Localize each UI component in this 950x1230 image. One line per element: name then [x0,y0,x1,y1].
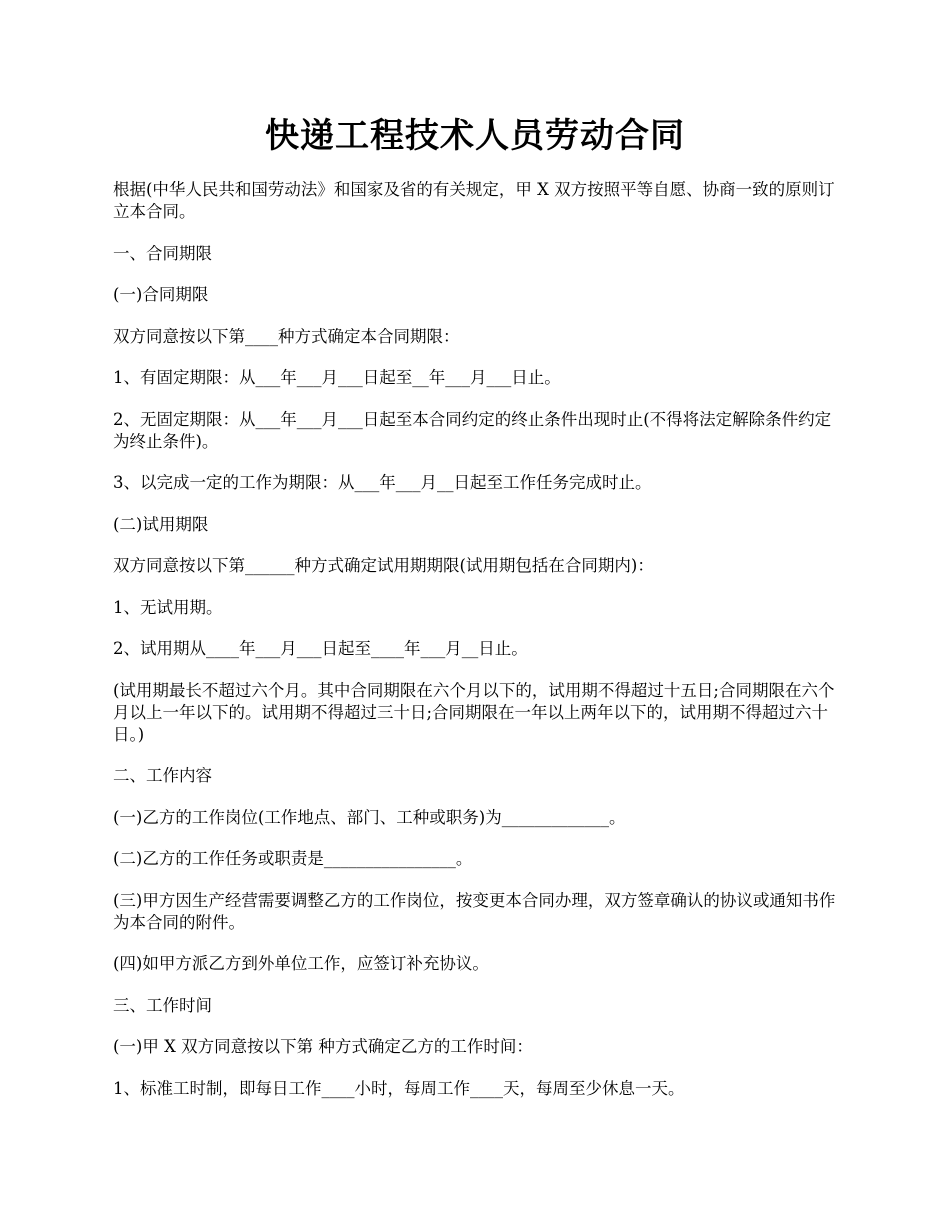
paragraph-fixed-term: 1、有固定期限：从___年___月___日起至__年___月___日止。 [113,368,561,387]
paragraph-job-duties: (二)乙方的工作任务或职责是________________。 [113,849,473,868]
subsection-heading-probation: (二)试用期限 [113,514,209,534]
paragraph-external-assignment: (四)如甲方派乙方到外单位工作，应签订补充协议。 [113,954,489,973]
paragraph-job-adjustment: (三)甲方因生产经营需要调整乙方的工作岗位，按变更本合同办理，双方签章确认的协议或通知书作为本合同的附件。 [113,890,836,932]
paragraph-term-method: 双方同意按以下第____种方式确定本合同期限： [113,326,460,346]
section-heading-job-content: 二、工作内容 [113,766,212,785]
paragraph-probation-method: 双方同意按以下第______种方式确定试用期期限(试用期包括在合同期内)： [113,556,654,575]
section-heading-contract-term: 一、合同期限 [113,243,212,263]
paragraph-open-term: 2、无固定期限：从___年___月___日起至本合同约定的终止条件出现时止(不得将法定解除条件约定为终止条件)。 [113,409,832,451]
paragraph-task-term: 3、以完成一定的工作为期限：从___年___月__日起至工作任务完成时止。 [113,473,652,492]
subsection-heading-contract-term: (一)合同期限 [113,285,209,304]
paragraph-probation-note: (试用期最长不超过六个月。其中合同期限在六个月以下的，试用期不得超过十五日;合同期限在六个月以上一年以下的。试用期不得超过三十日;合同期限在一年以上两年以下的，试用期不得超过六十日。) [113,680,835,744]
paragraph-preamble: 根据(中华人民共和国劳动法》和国家及省的有关规定，甲 X 双方按照平等自愿、协商一致的原则订立本合同。 [113,180,835,221]
paragraph-probation-dates: 2、试用期从____年___月___日起至____年___月__日止。 [113,639,528,658]
paragraph-standard-hours: 1、标准工时制，即每日工作____小时，每周工作____天，每周至少休息一天。 [113,1078,685,1098]
section-heading-working-hours: 三、工作时间 [113,995,212,1015]
paragraph-hours-method: (一)甲 X 双方同意按以下第 种方式确定乙方的工作时间： [113,1037,533,1056]
document-title: 快递工程技术人员劳动合同 [265,116,685,156]
paragraph-no-probation: 1、无试用期。 [113,597,223,617]
paragraph-job-position: (一)乙方的工作岗位(工作地点、部门、工种或职务)为_____________。 [113,807,626,827]
document-body [113,179,837,1119]
